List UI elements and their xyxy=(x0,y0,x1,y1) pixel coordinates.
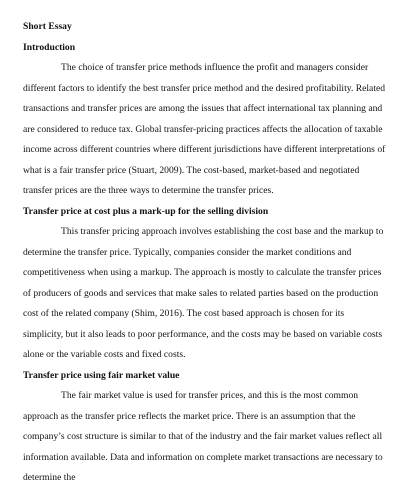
section-body-fair-market-value: The fair market value is used for transfer prices, and this is the most common approach as the transfer price reflects the market price. There is an assumption that the company’s cost structure is similar to that of the industry and the fair market values reflect all information available. Data and information on complete market transactions are necessary to determine the xyxy=(23,390,383,483)
section-heading-fair-market-value: Transfer price using fair market value xyxy=(23,369,180,381)
section-body-introduction: The choice of transfer price methods influence the profit and managers consider different factors to identify the best transfer price method and the desired profitability. Related transactions and transfer prices are among the issues that affect international tax planning and are considered to reduce tax. Global transfer-pricing practices affects the allocation of taxable income across different countries where different jurisdictions have different interpretations of what is a fair transfer price (Stuart, 2009). The cost-based, market-based and negotiated transfer prices are the three ways to determine the transfer prices. xyxy=(23,62,386,196)
section-body-cost-plus: This transfer pricing approach involves establishing the cost base and the markup to determine the transfer price. Typically, companies consider the market conditions and competitiveness when using a markup. The approach is mostly to calculate the transfer prices of producers of goods and services that make sales to related parties based on the production cost of the related company (Shim, 2016). The cost based approach is chosen for its simplicity, but it also leads to poor performance, and the costs may be based on variable costs alone or the variable costs and fixed costs. xyxy=(23,226,384,360)
section-heading-cost-plus: Transfer price at cost plus a mark-up for the selling division xyxy=(23,205,269,217)
section-heading-introduction: Introduction xyxy=(23,41,76,53)
document-title: Short Essay xyxy=(23,21,72,32)
